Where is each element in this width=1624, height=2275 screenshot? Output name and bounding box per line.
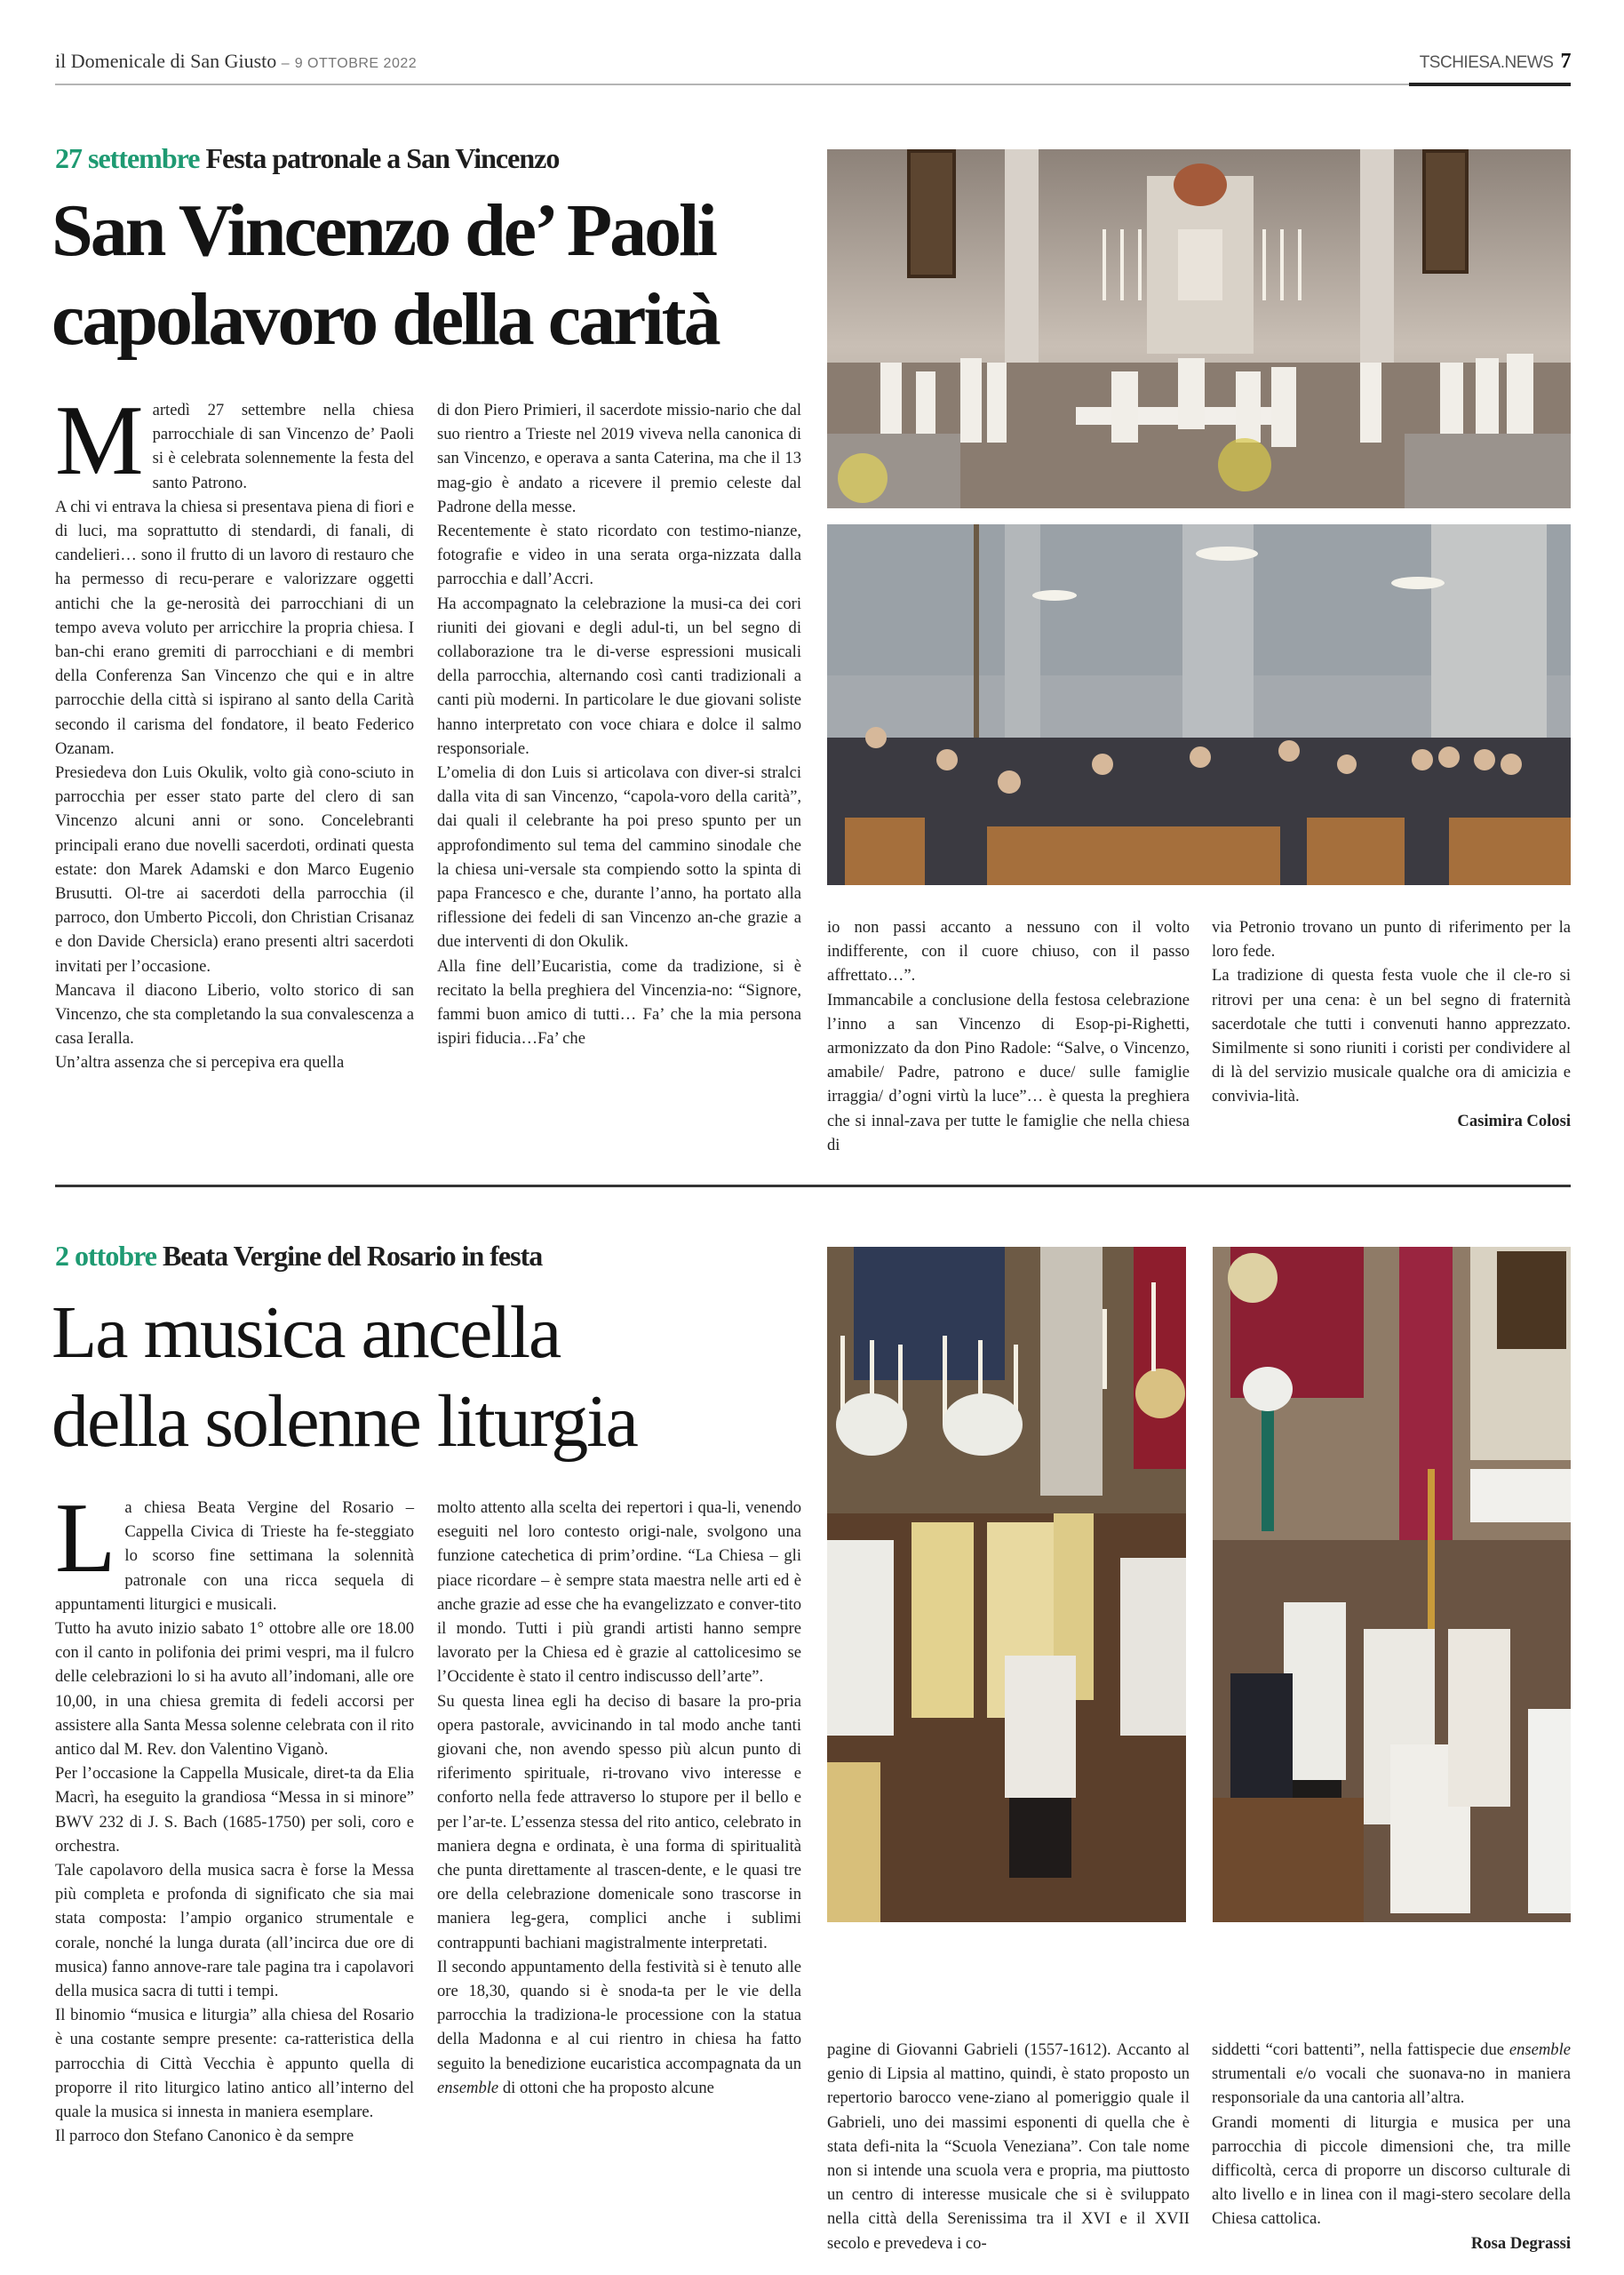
paragraph: io non passi accanto a nessuno con il volto indifferente, con il cuore chiuso, con il passo affrettato…”. bbox=[827, 918, 1190, 986]
article2-dropcap: L bbox=[55, 1483, 116, 1593]
publication-name: il Domenicale di San Giusto bbox=[55, 50, 277, 72]
image-icon bbox=[827, 149, 1571, 508]
article2-kicker bbox=[55, 1240, 542, 1273]
paragraph-text: Il secondo appuntamento della festività si è tenuto alle ore 18,30, quando si è snoda-ta per le vie della parrocchia la tradiziona-le processione con la statua della Madonna e al cui rientro in chiesa ha fatto seguito la benedizione eucaristica accompagnata da un bbox=[437, 1957, 801, 2073]
paragraph: La tradizione di questa festa vuole che il cle-ro si ritrovi per una cena: è un bel segno di fraternità sacerdotale che tutti i convenuti hanno apprezzato. Similmente si sono riuniti i coristi per condividere al di là del servizio musicale qualche ora di amicizia e convivia-lità. bbox=[1212, 966, 1571, 1106]
issue-date: 9 OTTOBRE 2022 bbox=[294, 56, 418, 71]
paragraph: Recentemente è stato ricordato con testimo-nianze, fotografie e video in una serata orga-nizzata dalla parrocchia e dall’Accri. bbox=[437, 522, 801, 589]
altar-mass-photo bbox=[827, 1247, 1186, 1922]
paragraph: Un’altra assenza che si percepiva era quella bbox=[55, 1053, 345, 1073]
paragraph: Per l’occasione la Cappella Musicale, diret-ta da Elia Macrì, ha eseguito la grandiosa “Messa in si minore” BWV 232 di J. S. Bach (1685-1750) per soli, coro e orchestra. bbox=[55, 1764, 414, 1856]
header-rule-accent bbox=[1409, 83, 1571, 86]
page-number: 7 bbox=[1560, 50, 1571, 73]
image-icon bbox=[827, 524, 1571, 885]
article2-kicker-title: Beata Vergine del Rosario in festa bbox=[162, 1240, 543, 1272]
article2-column-1 bbox=[55, 1483, 414, 2148]
paragraph: via Petronio trovano un punto di riferimento per la loro fede. bbox=[1212, 918, 1571, 962]
article2-headline bbox=[52, 1289, 637, 1466]
article1-column-4 bbox=[1212, 915, 1571, 1133]
paragraph: Tale capolavoro della musica sacra è forse la Messa più completa e profonda di significato che sia mai stata composta: l’ampio organico strumentale e corale, nonché la lunga durata (all’incirca due ore di musica) fanno annove-rare tale pagina tra i capolavori della musica sacra di tutti i tempi. bbox=[55, 1861, 414, 2001]
paragraph: Alla fine dell’Eucaristia, come da tradizione, si è recitato la bella preghiera del Vincenzia-no: “Signore, fammi buon amico di tutti… Fa’ che la mia persona ispiri fiducia…Fa’ che bbox=[437, 956, 801, 1049]
paragraph bbox=[437, 1955, 801, 2100]
article-separator bbox=[55, 1185, 1571, 1187]
procession-photo bbox=[1213, 1247, 1571, 1922]
article2-author: Rosa Degrassi bbox=[1470, 2233, 1571, 2253]
article1-author: Casimira Colosi bbox=[1457, 1111, 1571, 1130]
paragraph: artedì 27 settembre nella chiesa parrocchiale di san Vincenzo de’ Paoli si è celebrata solennemente la festa del santo Patrono. bbox=[152, 401, 414, 492]
altar-celebration-photo bbox=[827, 149, 1571, 508]
paragraph: A chi vi entrava la chiesa si presentava piena di fiori e di luci, ma soprattutto di stendardi, di fanali, di candelieri… sono il frutto di un lavoro di restauro che ha permesso di recu-perare e valorizzare oggetti antichi che la ge-nerosità dei parrocchiani di un tempo aveva voluto per arricchire la propria chiesa. I ban-chi erano gremiti di parrocchiani e di membri della Conferenza San Vincenzo che qui e in altre parrocchie della città si ispirano al santo della Carità secondo il carisma del fondatore, il beato Federico Ozanam. bbox=[55, 497, 414, 758]
article1-column-2 bbox=[437, 398, 801, 1050]
header-separator: – bbox=[281, 56, 291, 71]
article1-kicker-date: 27 settembre bbox=[55, 142, 200, 174]
paragraph-text: di ottoni che ha proposto alcune bbox=[498, 2078, 714, 2097]
running-header-left bbox=[55, 50, 417, 73]
paragraph: Il parroco don Stefano Canonico è da sempre bbox=[55, 2127, 354, 2146]
paragraph: Tutto ha avuto inizio sabato 1° ottobre alle ore 18.00 con il canto in polifonia dei primi vespri, ma il fulcro delle celebrazioni lo si ha avuto all’indomani, alle ore 10,00, in una chiesa gremita di fedeli accorsi per assistere alla Santa Messa solenne celebrata con il rito antico dal M. Rev. don Valentino Viganò. bbox=[55, 1619, 414, 1760]
article2-column-2 bbox=[437, 1496, 801, 2100]
article1-column-3 bbox=[827, 915, 1190, 1157]
running-header-right bbox=[1420, 50, 1571, 74]
paragraph: Grandi momenti di liturgia e musica per una parrocchia di piccole dimensioni che, tra mille difficoltà, cerca di proporre un discorso culturale di alto livello e in linea con il magi-stero secolare della Chiesa cattolica. bbox=[1212, 2112, 1571, 2229]
article1-kicker bbox=[55, 142, 559, 175]
paragraph: molto attento alla scelta dei repertori i qua-li, venendo eseguiti nel loro contesto origi-nale, svolgono una funzione catechetica di prim’ordine. “La Chiesa – gli piace ricordare – è sempre stata maestra nelle arti ed è anche grazie ad esse che ha evangelizzato e conver-tito il mondo. Tutti i più grandi artisti hanno sempre lavorato per la Chiesa ed è grazie al cattolicesimo se l’Occidente è stato il centro indiscusso dell’arte”. bbox=[437, 1498, 801, 1687]
article1-dropcap: M bbox=[55, 386, 144, 496]
italic-term: ensemble bbox=[1509, 2040, 1571, 2059]
paragraph: Presiedeva don Luis Okulik, volto già cono-sciuto in parrocchia per esser stato parte del clero di san Vincenzo alcuni anni or sono. Concelebranti principali erano due novelli sacerdoti, ordinati questa estate: don Marek Adamski e don Marco Eugenio Brusutti. Ol-tre ai sacerdoti della parrocchia (il parroco, don Umberto Piccoli, don Christian Crisanaz e don Davide Chersicla) erano presenti altri sacerdoti invitati per l’occasione. bbox=[55, 763, 414, 976]
paragraph: Mancava il diacono Liberio, volto storico di san Vincenzo, che sta completando la sua convalescenza a casa Ieralla. bbox=[55, 980, 414, 1049]
site-name[interactable]: TSCHIESA.NEWS bbox=[1419, 53, 1554, 72]
article2-column-4 bbox=[1212, 2038, 1571, 2255]
paragraph bbox=[1212, 2038, 1571, 2111]
article1-headline bbox=[52, 187, 719, 364]
article1-headline-line2: capolavoro della carità bbox=[52, 278, 719, 361]
article2-headline-line1: La musica ancella bbox=[52, 1291, 561, 1374]
article1-column-1 bbox=[55, 386, 414, 1075]
paragraph: pagine di Giovanni Gabrieli (1557-1612). Accanto al genio di Lipsia al mattino, quindi, è stato proposto un repertorio barocco vene-ziano al pomeriggio quale il Gabrieli, uno dei massimi esponenti di quella che è stata defi-nita la “Scuola Veneziana”. Con tale nome non si intende una scuola vera e propria, ma piuttosto un centro di interesse musicale che si è sviluppato nella città della Serenissima tra il XVI e il XVII secolo e prevedeva i co- bbox=[827, 2040, 1190, 2253]
paragraph-text: strumentali e/o vocali che suonava-no in maniera responsoriale da una cantoria all’altra. bbox=[1212, 2064, 1571, 2108]
paragraph: Su questa linea egli ha deciso di basare la pro-pria opera pastorale, avvicinando in tal modo anche tanti giovani che, non avendo spesso più alcun punto di riferimento spirituale, ri-trovano vivo interesse e conforto nella fede attraverso lo stupore per il bello e per l’ar-te. L’essenza stessa del rito antico, celebrato in maniera degna e ordinata, è una forma di spiritualità che punta direttamente al trascen-dente, e le quasi tre ore della celebrazione domenicale sono trascorse in maniera leg-gera, complici anche i sublimi contrappunti bachiani magistralmente interpretati. bbox=[437, 1691, 801, 1952]
article2-column-3 bbox=[827, 2038, 1190, 2255]
article1-headline-line1: San Vincenzo de’ Paoli bbox=[52, 189, 715, 272]
paragraph: di don Piero Primieri, il sacerdote missio-nario che dal suo rientro a Trieste nel 2019 viveva nella canonica di san Vincenzo, e operava a santa Caterina, ma che il 13 mag-gio è andato a ricevere il premio celeste dal Padrone della messe. bbox=[437, 401, 801, 516]
paragraph-text: siddetti “cori battenti”, nella fattispecie due bbox=[1212, 2040, 1504, 2059]
paragraph: Immancabile a conclusione della festosa celebrazione l’inno a san Vincenzo di Esop-pi-Righetti, armonizzato da don Pino Radole: “Salve, o Vincenzo, amabile/ Padre, patrono e duce/ sulle famiglie irraggia/ d’ogni virtù la luce”… è questa la preghiera che si innal-zava per tutte le famiglie che nella chiesa di bbox=[827, 990, 1190, 1154]
article2-headline-line2: della solenne liturgia bbox=[52, 1380, 637, 1463]
paragraph: L’omelia di don Luis si articolava con diver-si stralci dalla vita di san Vincenzo, “capola-voro della carità”, dai quali il celebrante ha poi preso spunto per un approfondimento sul tema del cammino sinodale che la chiesa uni-versale sta compiendo sotto la spinta di papa Francesco e che, durante l’anno, ha portato alla riflessione dei fedeli di san Vincenzo an-che grazie a due interventi di don Okulik. bbox=[437, 763, 801, 952]
congregation-pews-photo bbox=[827, 524, 1571, 885]
header-rule bbox=[55, 84, 1409, 85]
article1-kicker-title: Festa patronale a San Vincenzo bbox=[205, 142, 560, 174]
image-icon bbox=[827, 1247, 1186, 1922]
paragraph: a chiesa Beata Vergine del Rosario – Cappella Civica di Trieste ha fe-steggiato lo scorso fine settimana la solennità patronale con una ricca sequela di appuntamenti liturgici e musicali. bbox=[55, 1498, 414, 1614]
image-icon bbox=[1213, 1247, 1571, 1922]
italic-term: ensemble bbox=[437, 2078, 499, 2097]
paragraph: Ha accompagnato la celebrazione la musi-ca dei cori riuniti dei giovani e degli adul-ti, un bel segno di collaborazione tra le di-verse espressioni musicali della parrocchia, alternando così canti tradizionali a canti più moderni. In particolare le due giovani soliste hanno interpretato con voce chiara e dolce il salmo responsoriale. bbox=[437, 594, 801, 758]
article2-kicker-date: 2 ottobre bbox=[55, 1240, 156, 1272]
paragraph: Il binomio “musica e liturgia” alla chiesa del Rosario è una costante sempre presente: ca-ratteristica della parrocchia di Città Vecchia è appunto quella di proporre il rito liturgico latino antico all’interno del quale la musica si innesta in maniera esemplare. bbox=[55, 2006, 414, 2122]
